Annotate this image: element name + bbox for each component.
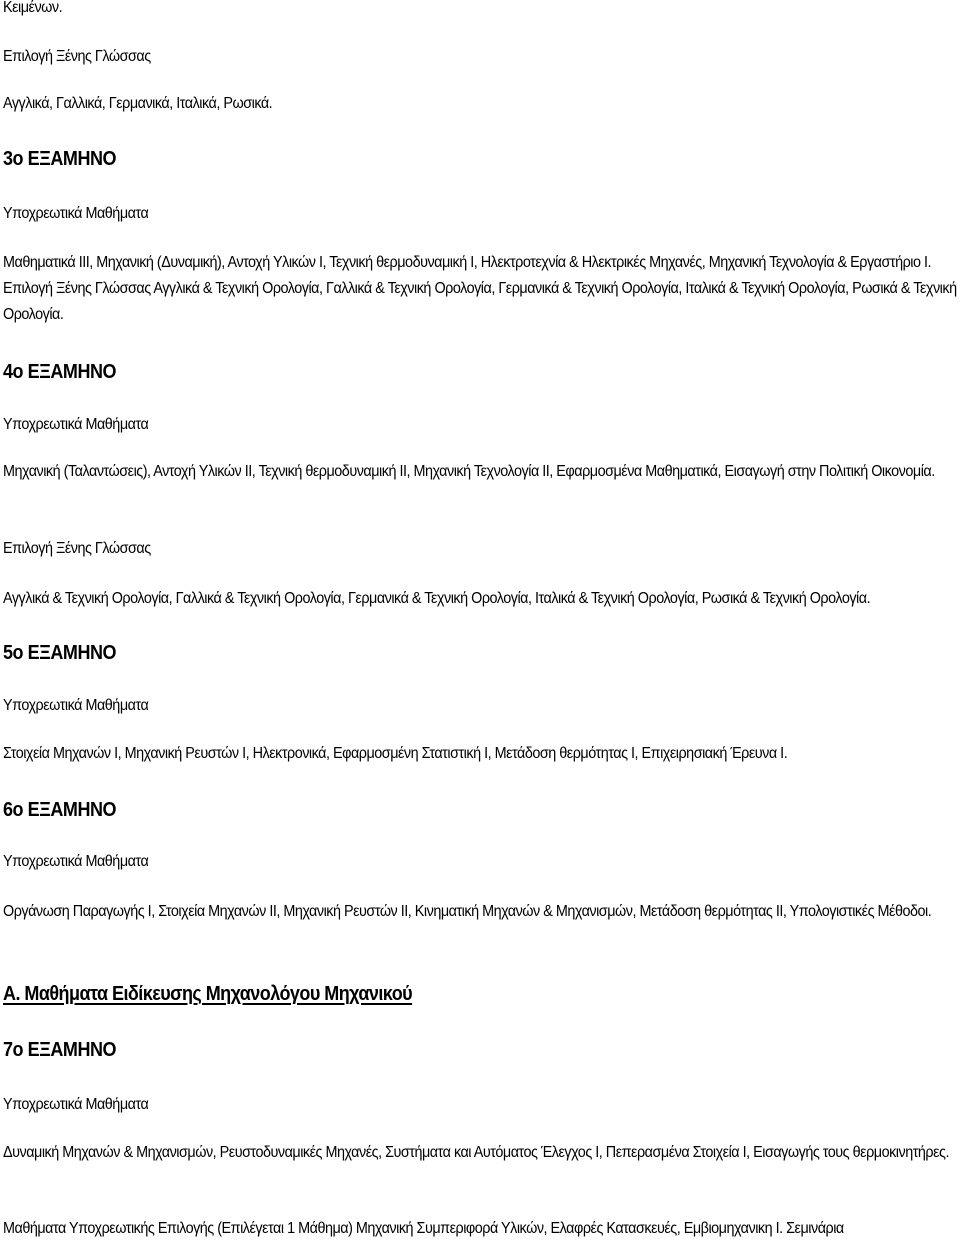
- sem5-title: 5ο ΕΞΑΜΗΝΟ: [3, 642, 117, 664]
- sem2-language-list: Αγγλικά, Γαλλικά, Γερμανικά, Ιταλικά, Ρωσικά.: [3, 95, 273, 112]
- sem4-language-label: Επιλογή Ξένης Γλώσσας: [3, 540, 151, 557]
- sem3-required-label: Υποχρεωτικά Μαθήματα: [3, 205, 149, 222]
- document-page: [3, 0, 957, 1241]
- sem3-title: 3ο ΕΞΑΜΗΝΟ: [3, 148, 117, 170]
- sem7-title: 7ο ΕΞΑΜΗΝΟ: [3, 1039, 117, 1061]
- sem4-required-label: Υποχρεωτικά Μαθήματα: [3, 416, 149, 433]
- sem2-language-label: Επιλογή Ξένης Γλώσσας: [3, 48, 151, 65]
- sem4-title: 4ο ΕΞΑΜΗΝΟ: [3, 361, 117, 383]
- sem7-required-label: Υποχρεωτικά Μαθήματα: [3, 1096, 149, 1113]
- sem4-language-list: Αγγλικά & Τεχνική Ορολογία, Γαλλικά & Τεχνική Ορολογία, Γερμανικά & Τεχνική Ορολογία, Ιταλικά & Τεχνική Ορολογία, Ρωσικά & Τεχνική Ορολογία.: [3, 590, 871, 607]
- sem6-courses: Οργάνωση Παραγωγής Ι, Στοιχεία Μηχανών ΙΙ, Μηχανική Ρευστών ΙΙ, Κινηματική Μηχανών & Μηχανισμών, Μετάδοση θερμότητας ΙΙ, Υπολογιστικές Μέθοδοι.: [3, 903, 932, 920]
- sem7-courses: Δυναμική Μηχανών & Μηχανισμών, Ρευστοδυναμικές Μηχανές, Συστήματα και Αυτόματος Έλεγχος Ι, Πεπερασμένα Στοιχεία Ι, Εισαγωγής τους θερμοκινητήρες.: [3, 1144, 949, 1161]
- sem5-required-label: Υποχρεωτικά Μαθήματα: [3, 697, 149, 714]
- sem6-title: 6ο ΕΞΑΜΗΝΟ: [3, 799, 117, 821]
- sem5-courses: Στοιχεία Μηχανών Ι, Μηχανική Ρευστών Ι, Ηλεκτρονικά, Εφαρμοσμένη Στατιστική Ι, Μετάδοση θερμότητας Ι, Επιχειρησιακή Έρευνα Ι.: [3, 745, 788, 762]
- section-a-title: Α. Μαθήματα Ειδίκευσης Μηχανολόγου Μηχανικού: [3, 983, 413, 1005]
- sem6-required-label: Υποχρεωτικά Μαθήματα: [3, 853, 149, 870]
- sem3-courses: Μαθηματικά ΙΙΙ, Μηχανική (Δυναμική), Αντοχή Υλικών Ι, Τεχνική θερμοδυναμική Ι, Ηλεκτροτεχνία & Ηλεκτρικές Μηχανές, Μηχανική Τεχνολογία & Εργαστήριο Ι. Επιλογή Ξένης Γλώσσας Αγγλικά & Τεχνική Ορολογία, Γαλλικά & Τεχνική Ορολογία, Γερμανικά & Τεχνική Ορολογία, Ιταλικά & Τεχνική Ορολογία, Ρωσικά & Τεχνική Ορολογία.: [3, 254, 957, 323]
- sem7-elective-line: Μαθήματα Υποχρεωτικής Επιλογής (Επιλέγεται 1 Μάθημα) Μηχανική Συμπεριφορά Υλικών, Ελαφρές Κατασκευές, Εμβιομηχανικη Ι. Σεμινάρια: [3, 1220, 844, 1237]
- sem4-courses: Μηχανική (Ταλαντώσεις), Αντοχή Υλικών ΙΙ, Τεχνική θερμοδυναμική ΙΙ, Μηχανική Τεχνολογία ΙΙ, Εφαρμοσμένα Μαθηματικά, Εισαγωγή στην Πολιτική Οικονομία.: [3, 463, 935, 480]
- intro-text: Κειμένων.: [3, 0, 63, 16]
